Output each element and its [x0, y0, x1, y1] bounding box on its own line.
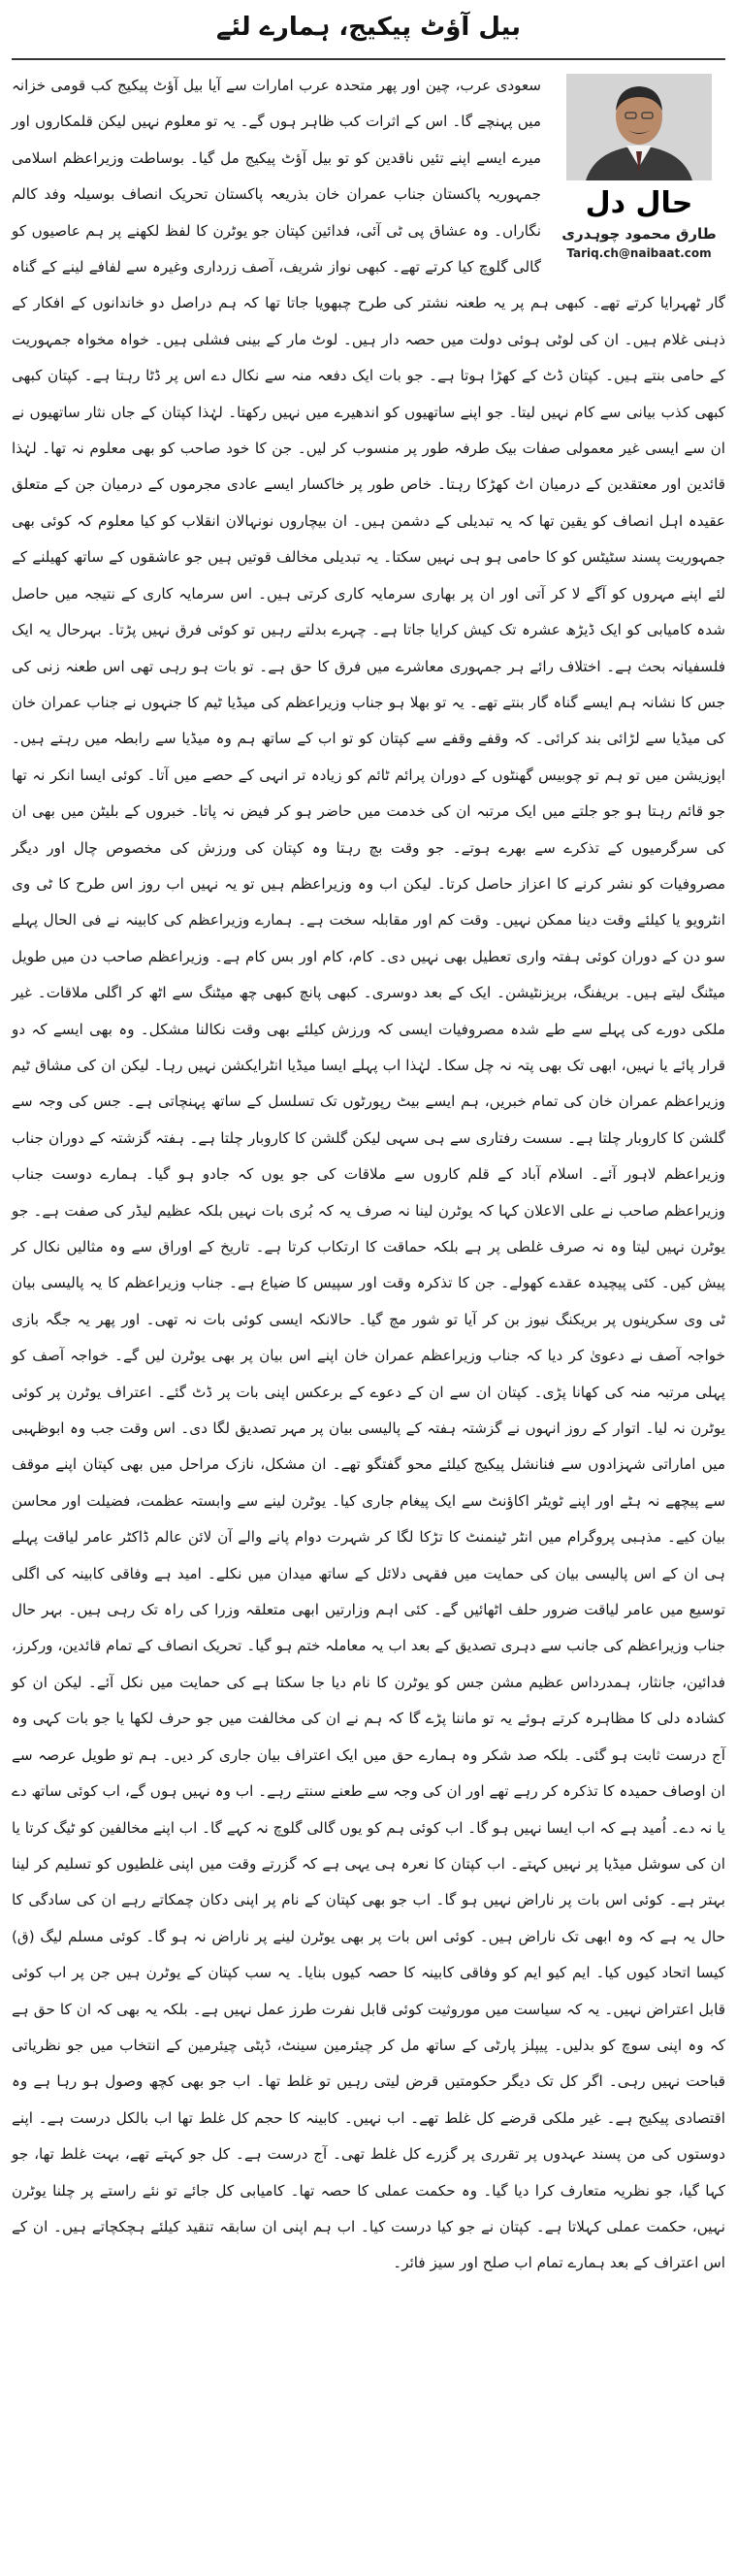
byline-box	[553, 68, 725, 277]
column-title: حال دل	[585, 186, 693, 220]
author-portrait-image	[566, 74, 712, 180]
author-email: Tariq.ch@naibaat.com	[566, 246, 712, 260]
article-text: سعودی عرب، چین اور پھر متحدہ عرب امارات سے آیا بیل آؤٹ پیکیج کب قومی خزانہ میں پہنچے گا۔ اس کے اثرات کب ظاہر ہوں گے۔ یہ تو معلوم نہیں لیکن قلمکاروں اور میرے ایسے اپنے تئیں ناقدین کو تو بیل آؤٹ پیکیج مل گیا۔ بوساطت وزیراعظم اسلامی جمہوریہ پاکستان جناب عمران خان بذریعہ پاکستان تحریک انصاف بوسیلہ وفد کالم نگاراں۔ وہ عشاق پی ٹی آئی، فدائین کپتان جو یوٹرن کا لفظ لکھنے پر ہم عاصیوں کو گالی گلوچ کیا کرتے تھے۔ کبھی نواز شریف، آصف زرداری وغیرہ سے لفافے لینے کے گناہ گار ٹھہرایا کرتے تھے۔ کبھی ہم پر یہ طعنہ نشتر کی طرح چبھویا جاتا تھا کہ ہم دراصل دو خاندانوں کے افکار کے ذہنی غلام ہیں۔ ان کی لوٹی ہوئی دولت میں حصہ دار ہیں۔ لوٹ مار کے بینی فشلی ہیں۔ خواہ مخواہ جمہوریت کے حامی بنتے ہیں۔ کپتان ڈٹ کے کھڑا ہوتا ہے۔ جو بات ایک دفعہ منہ سے نکال دے اس پر ڈٹا رہتا ہے۔ کپتان کبھی کبھی کذب بیانی سے کام نہیں لیتا۔ جو اپنے ساتھیوں کو اندھیرے میں نہیں رکھتا۔ لہٰذا کپتان کے جاں نثار ساتھیوں نے ان سے ایسی غیر معمولی صفات بیک طرفہ طور پر منسوب کر لیں۔ جن کا خود صاحب کو بھی معلوم نہ تھا۔ لہٰذا قائدین اور معتقدین کے درمیان اٹ کھڑکا رہتا۔ خاص طور پر خاکسار ایسے عادی مجرموں کے درمیان جن کے متعلق عقیدہ اہل انصاف کو یقین تھا کہ یہ تبدیلی کے دشمن ہیں۔ ان بیچاروں نونہالان انقلاب کو کیا معلوم کہ کوئی بھی جمہوریت پسند سٹیٹس کو کا حامی ہو ہی نہیں سکتا۔ یہ تبدیلی مخالف قوتیں ہیں جو عاشقوں کے ساتھ کھیلنے کے لئے اپنے مہروں کو آگے لا کر آتی اور ان پر بھاری سرمایہ کاری کرتی ہیں۔ اس سرمایہ کاری کے نتیجہ میں حاصل شدہ کامیابی کو ایک ڈیڑھ عشرہ تک کیش کرایا جاتا ہے۔ چہرے بدلتے رہیں تو کوئی فرق نہیں پڑتا۔ بہرحال یہ ایک فلسفیانہ بحث ہے۔ اختلاف رائے ہر جمہوری معاشرے میں فرق کا حق ہے۔ تو بات ہو رہی تھی اس طعنہ زنی کی جس کا نشانہ ہم ایسے گناہ گار بنتے تھے۔ یہ تو بھلا ہو جناب وزیراعظم کی میڈیا ٹیم کا جنہوں نے جناب عمران خان کی میڈیا سے لڑائی بند کرائی۔ کہ وقفے وقفے سے کپتان کو تو اب کے ساتھ ہم وہ میڈیا سے رابطہ میں رہتے ہیں۔ اپوزیشن میں تو ہم تو چوبیس گھنٹوں کے دوران پرائم ٹائم کو زیادہ تر انہی کے حصے میں آتا۔ کوئی ایسا انکر نہ تھا جو قائم رہتا ہو جو جلتے میں ایک مرتبہ ان کی خدمت میں حاضر ہو کر فیض نہ پاتا۔ خبروں کے بلیٹن میں بھی ان کی سرگرمیوں کے تذکرے سے بھرے ہوتے۔ جو وقت بچ رہتا وہ کپتان کی ورزش کی مخصوص چال اور دیگر مصروفیات کو نشر کرنے کا اعزاز حاصل کرتا۔ لیکن اب وہ وزیراعظم ہیں تو یہ نہیں اب روز اس طرح کا ٹی وی انٹرویو یا کیلئے وقت دینا ممکن نہیں۔ وقت کم اور مقابلہ سخت ہے۔ ہمارے وزیراعظم کی کابینہ نے فی الحال پہلے سو دن کے دوران کوئی ہفتہ واری تعطیل بھی نہیں دی۔ کام، کام اور بس کام ہے۔ وزیراعظم صاحب دن میں طویل میٹنگ لیتے ہیں۔ بریفنگ، بریزنٹیشن۔ ایک کے بعد دوسری۔ کبھی پانچ کبھی چھ میٹنگ سے اٹھ کر اگلی ملاقات۔ غیر ملکی دورے کی پہلے سے طے شدہ مصروفیات ایسی کہ ورزش کیلئے بھی وقت نکالنا مشکل۔ وہ بھی ایسے کہ دو قرار پائے یا نہیں، ابھی تک بھی پتہ نہ چل سکا۔ لہٰذا اب پہلے ایسا میڈیا انٹرایکشن نہیں رہا۔ لیکن ان کی مشاق ٹیم وزیراعظم عمران خان کی تمام خبریں، ہم ایسے بیٹ رپورٹوں تک تسلسل کے ساتھ پہنچاتی ہے۔ جس کی وجہ سے گلشن کا کاروبار چلتا ہے۔ سست رفتاری سے ہی سہی لیکن گلشن کا کاروبار چلتا ہے۔ ہفتہ گزشتہ کے دوران جناب وزیراعظم لاہور آئے۔ اسلام آباد کے قلم کاروں سے ملاقات کی جو یوں کہ جادو ہو گیا۔ ہمارے دوست جناب وزیراعظم صاحب نے علی الاعلان کہا کہ یوٹرن لینا نہ صرف یہ کہ بُری بات نہیں بلکہ عظیم لیڈر کی صفت ہے۔ جو یوٹرن نہیں لیتا وہ نہ صرف غلطی پر ہے بلکہ حماقت کا ارتکاب کرتا ہے۔ تاریخ کے اوراق سے وہ مثالیں نکال کر پیش کیں۔ کئی پیچیدہ عقدے کھولے۔ جن کا تذکرہ وقت اور سپیس کا ضیاع ہے۔ جناب وزیراعظم کا یہ پالیسی بیان ٹی وی سکرینوں پر بریکنگ نیوز بن کر آیا تو شور مچ گیا۔ حالانکہ ایسی کوئی بات نہ تھی۔ اور پھر یہ جگہ بازی خواجہ آصف نے دعویٰ کر دیا کہ جناب وزیراعظم عمران خان اپنے اس بیان پر بھی یوٹرن لیں گے۔ خواجہ آصف کو پہلی مرتبہ منہ کی کھانا پڑی۔ کپتان ان سے ان کے دعوے کے برعکس اپنی بات پر ڈٹ گئے۔ اعتراف یوٹرن پر کوئی یوٹرن نہ لیا۔ اتوار کے روز انہوں نے گزشتہ ہفتہ کے پالیسی بیان پر مہر تصدیق لگا دی۔ اس وقت جب وہ ابوظہبی میں اماراتی شہزادوں سے فنانشل پیکیج کیلئے محو گفتگو تھے۔ ان مشکل، نازک مراحل میں بھی کپتان اپنے موقف سے پیچھے نہ ہٹے اور اپنے ٹویٹر اکاؤنٹ سے ایک پیغام جاری کیا۔ یوٹرن لینے سے وابستہ عظمت، فضیلت اور محاسن بیان کیے۔ مذہبی پروگرام میں انٹر ٹینمنٹ کا تڑکا لگا کر شہرت دوام پانے والے آن لائن عالم ڈاکٹر عامر لیاقت پہلے ہی ان کے اس پالیسی بیان کی حمایت میں فقہی دلائل کے ساتھ میدان میں نکلے۔ امید ہے وفاقی کابینہ کی اگلی توسیع میں عامر لیاقت ضرور حلف اٹھائیں گے۔ کئی اہم وزارتیں ابھی متعلقہ وزرا کی راہ تک رہی ہیں۔ بہر حال جناب وزیراعظم کی جانب سے دہری تصدیق کے بعد اب یہ معاملہ ختم ہو گیا۔ تحریک انصاف کے تمام قائدین، ورکرز، فدائین، جانثار، ہمدرداس عظیم مشن جس کو یوٹرن کا نام دیا جا سکتا ہے کی حمایت میں نکل آئے۔ لیکن ان کو کشادہ دلی کا مظاہرہ کرتے ہوئے یہ تو ماننا پڑے گا کہ ہم نے ان کی مخالفت میں جو حرف لکھا یا جو بات کہی وہ آج درست ثابت ہو گئی۔ بلکہ صد شکر وہ ہمارے حق میں ایک اعتراف بیان جاری کر دیں۔ ہم تو طویل عرصہ سے ان اوصاف حمیدہ کا تذکرہ کر رہے تھے اور ان کی وجہ سے طعنے سنتے رہے۔ اب وہ نہیں ہوں گے، اب کوئی ساتھ دے یا نہ دے۔ اُمید ہے کہ اب ایسا نہیں ہو گا۔ اب کوئی ہم کو یوں گالی گلوچ نہ کہے گا۔ اب اپنے مخالفین کو ٹیگ کرتا یا ان کی سوشل میڈیا پر نہیں کہتے۔ اب کپتان کا نعرہ ہی یہی ہے کہ گزرتے وقت میں اپنی غلطیوں کو تسلیم کر لینا بہتر ہے۔ کوئی اس بات پر ناراض نہیں ہو گا۔ اب جو بھی کپتان کے نام پر اپنی دکان چمکاتے رہے ان کی سادگی کا حال یہ ہے کہ وہ ابھی تک ناراض ہیں۔ کوئی اس بات پر بھی یوٹرن لینے پر ناراض نہ ہو گا۔ کوئی مسلم لیگ (ق) کیسا اتحاد کیوں کیا۔ ایم کیو ایم کو وفاقی کابینہ کا حصہ کیوں بنایا۔ یہ سب کپتان کے یوٹرن ہیں جن پر اب کوئی قابل اعتراض نہیں۔ یہ کہ سیاست میں موروثیت کوئی قابل نفرت طرز عمل نہیں ہے۔ بلکہ یہ بھی کہ ان کا حق ہے کہ وہ اپنی سوچ کو بدلیں۔ پیپلز پارٹی کے ساتھ مل کر چیئرمین سینٹ، ڈپٹی چیئرمین کے انتخاب میں جو نظریاتی قباحت نہیں رہی۔ اگر کل تک دیگر حکومتیں قرض لیتی رہیں تو غلط تھا۔ اب جو بھی کچھ وصول ہو رہا ہے وہ اقتصادی پیکیج ہے۔ غیر ملکی قرضے کل غلط تھے۔ اب نہیں۔ کابینہ کا حجم کل غلط تھا اب بالکل درست ہے۔ اپنے دوستوں کی من پسند عہدوں پر تقرری پر گزرے کل غلط تھی۔ آج درست ہے۔ کل جو کہتے تھے، بہت غلط تھا، جو کہا گیا، جو نظریہ متعارف کرا دیا گیا۔ وہ حکمت عملی کا حصہ تھا۔ کامیابی کل جائے تو نئے راستے پر چلنا یوٹرن نہیں، حکمت عملی کہلاتا ہے۔ کپتان نے جو کیا درست کیا۔ اب ہم اپنی ان سابقہ تنقید کیلئے ہچکچاتے ہیں۔ ان کے اس اعتراف کے بعد ہمارے تمام اب صلح اور سیز فائر۔	[12, 77, 725, 2272]
article-headline: بیل آؤٹ پیکیج، ہمارے لئے	[216, 13, 521, 42]
header-divider	[12, 58, 725, 60]
newspaper-column	[8, 4, 729, 2570]
author-name: طارق محمود چوہدری	[561, 225, 717, 243]
article-body	[12, 68, 725, 2282]
author-photo	[566, 74, 712, 180]
